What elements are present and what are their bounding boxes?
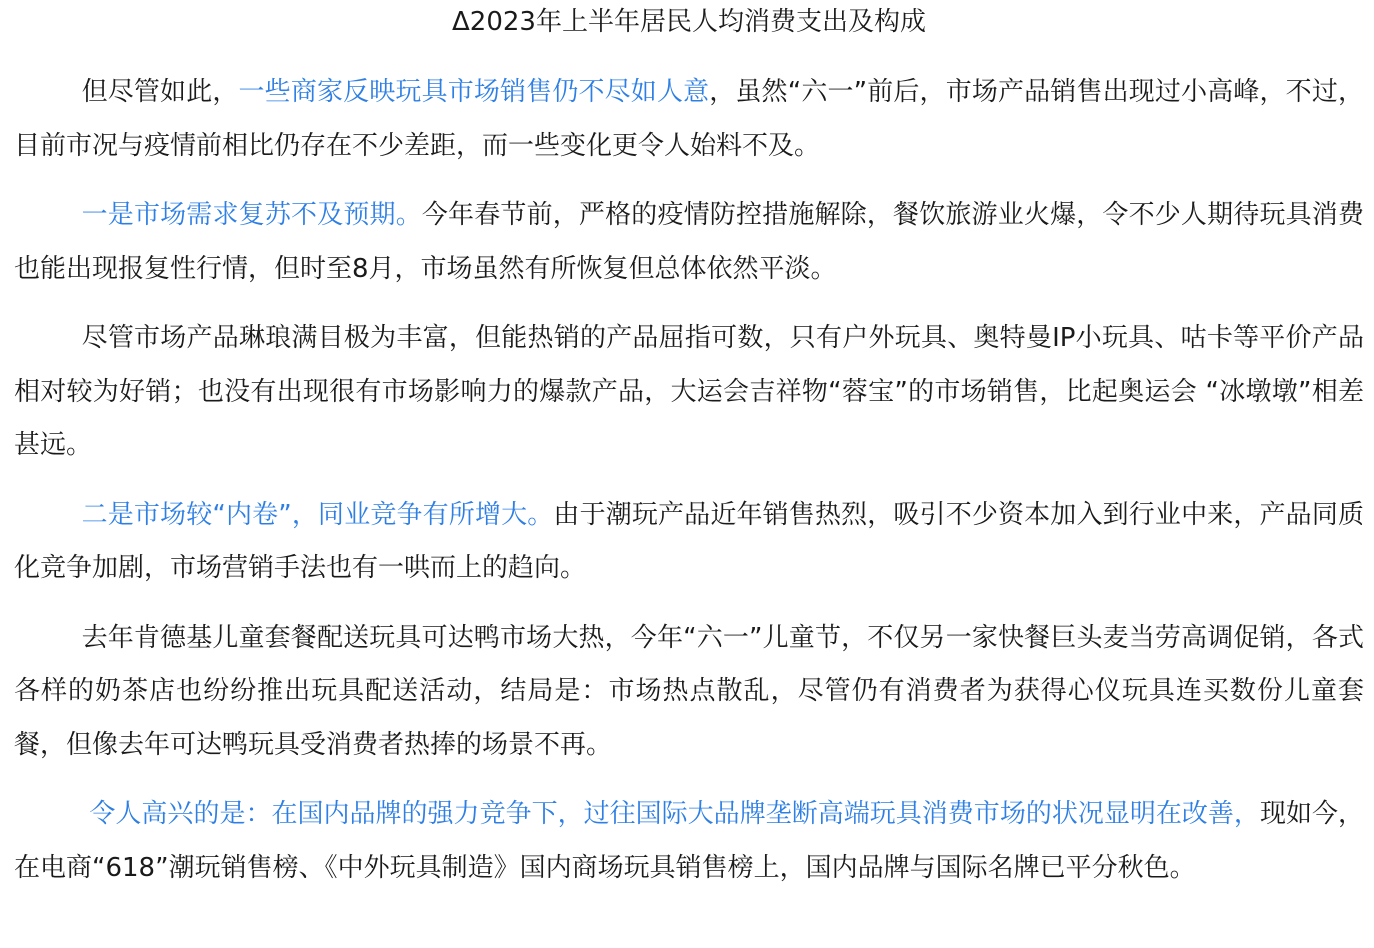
- paragraph-5-rest: 去年肯德基儿童套餐配送玩具可达鸭市场大热，今年“六一”儿童节，不仅另一家快餐巨头麦当劳高调促销，各式各样的奶茶店也纷纷推出玩具配送活动，结局是：市场热点散乱，尽管仍有消费者为获得心仪玩具连买数份儿童套餐，但像去年可达鸭玩具受消费者热捧的场景不再。: [14, 622, 1364, 760]
- paragraph-4-rest: 由于潮玩产品近年销售热烈，吸引不少资本加入到行业中来，产品同质化竞争加剧，市场营销手法也有一哄而上的趋向。: [14, 499, 1364, 583]
- paragraph-4-highlight: 二是市场较“内卷”，同业竞争有所增大。: [81, 499, 554, 530]
- paragraph-2: [14, 189, 1364, 296]
- paragraph-6-highlight: 令人高兴的是：在国内品牌的强力竞争下，过往国际大品牌垄断高端玩具消费市场的状况显明在改善，: [89, 799, 1260, 829]
- paragraph-6-rest: 现如今，在电商“618”潮玩销售榜、《中外玩具制造》国内商场玩具销售榜上，国内品牌与国际名牌已平分秋色。: [14, 799, 1364, 883]
- paragraph-1-highlight: 一些商家反映玩具市场销售仍不尽如人意: [238, 77, 710, 107]
- paragraph-1: [14, 66, 1364, 173]
- paragraph-2-rest: 今年春节前，严格的疫情防控措施解除，餐饮旅游业火爆，令不少人期待玩具消费也能出现报复性行情，但时至8月，市场虽然有所恢复但总体依然平淡。: [14, 200, 1364, 284]
- figure-caption: Δ2023年上半年居民人均消费支出及构成: [452, 7, 926, 37]
- paragraph-5: [14, 612, 1364, 773]
- paragraph-4: [14, 489, 1364, 596]
- paragraph-1-lead: 但尽管如此，: [81, 77, 239, 107]
- paragraph-2-highlight: 一是市场需求复苏不及预期。: [81, 200, 422, 230]
- paragraph-1-rest: ，虽然“六一”前后，市场产品销售出现过小高峰，不过，目前市况与疫情前相比仍存在不少差距，而一些变化更令人始料不及。: [14, 77, 1364, 161]
- paragraph-3-rest: 尽管市场产品琳琅满目极为丰富，但能热销的产品屈指可数，只有户外玩具、奥特曼IP小玩具、咕卡等平价产品相对较为好销；也没有出现很有市场影响力的爆款产品，大运会吉祥物“蓉宝”的市场销售，比起奥运会 “冰墩墩”相差甚远。: [14, 323, 1364, 460]
- paragraph-6: [14, 788, 1364, 895]
- paragraph-3: [14, 312, 1364, 473]
